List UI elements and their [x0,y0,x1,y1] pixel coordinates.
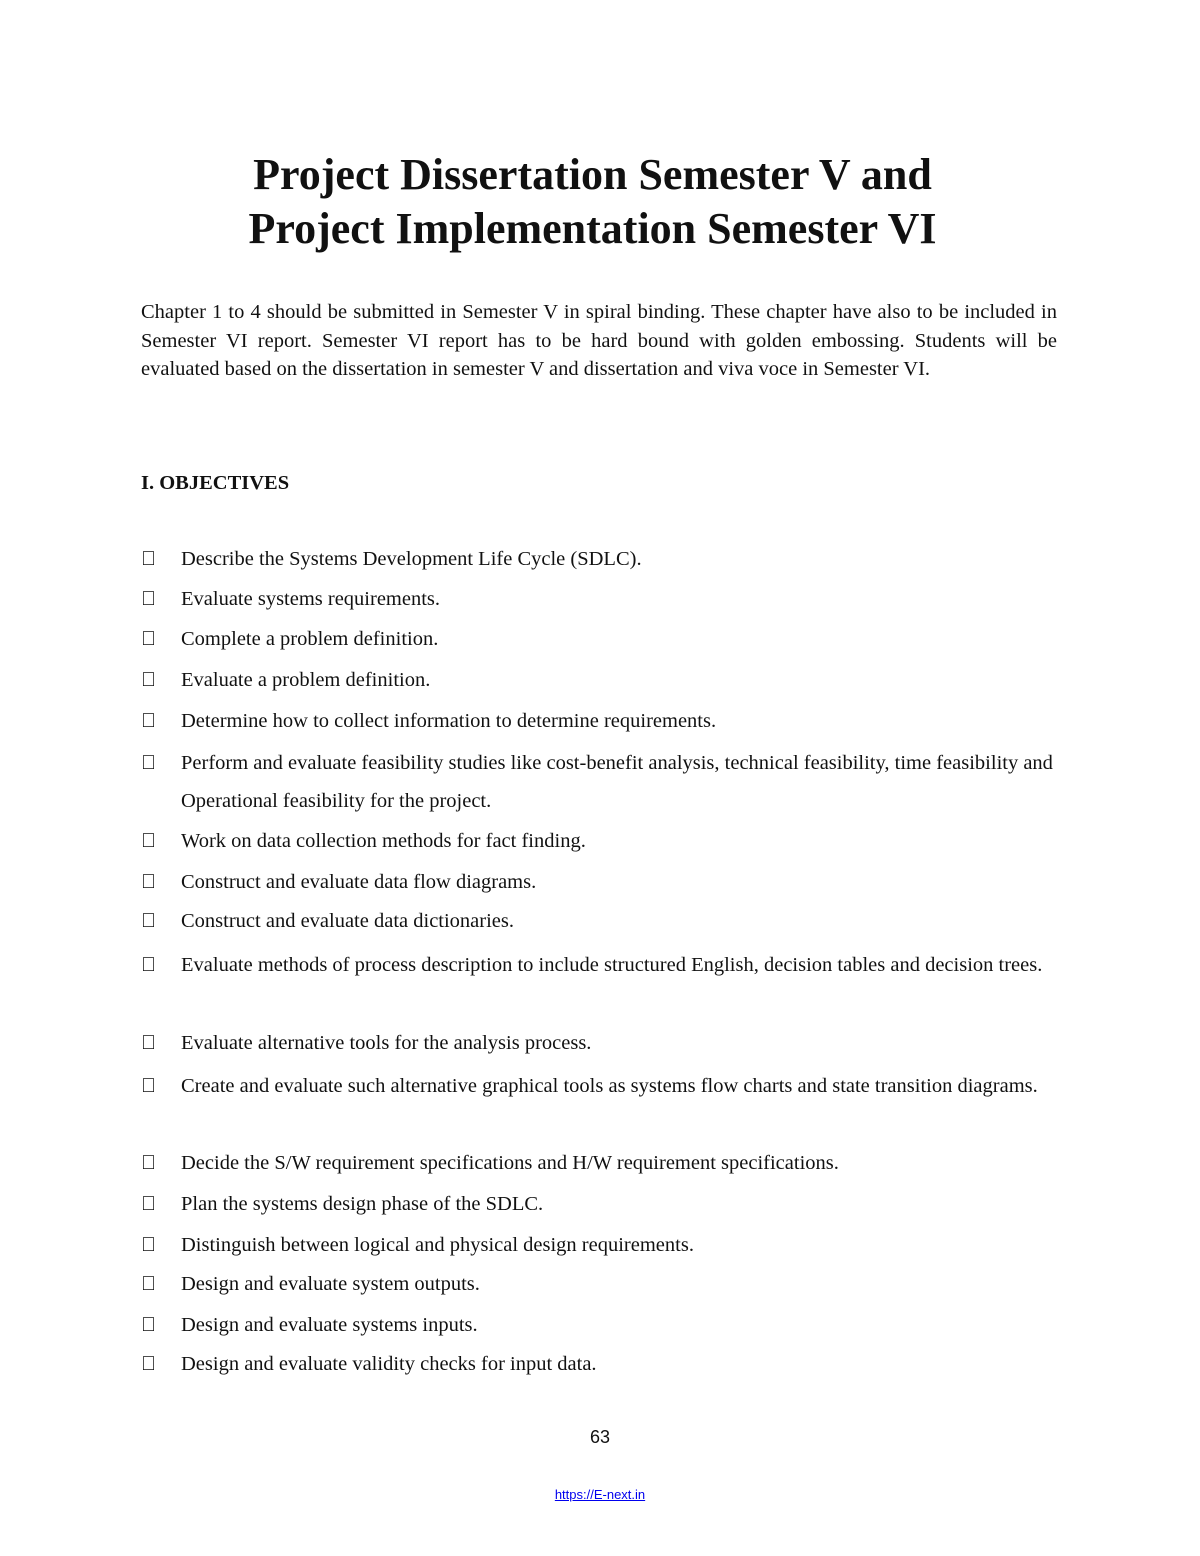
objective-text: Construct and evaluate data dictionaries. [181,910,515,932]
bullet-icon [141,1306,156,1344]
page-number: 63 [589,1427,611,1447]
objective-text: Perform and evaluate feasibility studies like cost-benefit analysis, technical feasibility, time feasibility and Operational feasibility for the project. [181,752,1053,812]
objective-text: Design and evaluate system outputs. [181,1273,480,1295]
bullet-icon [141,744,156,782]
objective-text: Complete a problem definition. [181,628,439,650]
objective-text: Describe the Systems Development Life Cycle (SDLC). [181,548,642,570]
objective-text: Design and evaluate validity checks for input data. [181,1353,597,1375]
bullet-icon [141,822,156,860]
bullet-icon [141,1345,156,1383]
bullet-icon [141,1024,156,1062]
objective-text: Create and evaluate such alternative graphical tools as systems flow charts and state transition diagrams. [181,1075,1038,1097]
bullet-icon [141,1144,156,1182]
objective-text: Evaluate a problem definition. [181,669,431,691]
bullet-icon [141,902,156,940]
objective-text: Work on data collection methods for fact finding. [181,830,586,852]
bullet-icon [141,580,156,618]
objective-text: Design and evaluate systems inputs. [181,1314,478,1336]
bullet-icon [141,946,156,984]
objective-text: Evaluate alternative tools for the analysis process. [181,1032,592,1054]
objective-text: Plan the systems design phase of the SDLC. [181,1193,544,1215]
bullet-icon [141,1185,156,1223]
bullet-icon [141,661,156,699]
footer-link[interactable]: https://E-next.in [554,1487,646,1502]
objective-text: Distinguish between logical and physical design requirements. [181,1234,694,1256]
page-title-line-1: Project Dissertation Semester V and [253,150,932,199]
intro-paragraph: Chapter 1 to 4 should be submitted in Semester V in spiral binding. These chapter have also to be included in Semester VI report. Semester VI report has to be hard bound with golden embossing. Students will be evaluated based on the dissertation in semester V and dissertation and viva voce in Semester VI. [141,301,1057,380]
bullet-icon [141,620,156,658]
objectives-heading: I. OBJECTIVES [141,472,290,494]
objective-text: Decide the S/W requirement specifications and H/W requirement specifications. [181,1152,839,1174]
objective-text: Determine how to collect information to determine requirements. [181,710,717,732]
bullet-icon [141,540,156,578]
objective-text: Evaluate systems requirements. [181,588,441,610]
bullet-icon [141,863,156,901]
page-title-line-2: Project Implementation Semester VI [248,204,937,253]
bullet-icon [141,702,156,740]
footer [0,1487,1200,1502]
bullet-icon [141,1067,156,1105]
bullet-icon [141,1265,156,1303]
bullet-icon [141,1226,156,1264]
objective-text: Evaluate methods of process description to include structured English, decision tables and decision trees. [181,954,1043,976]
objective-text: Construct and evaluate data flow diagrams. [181,871,537,893]
